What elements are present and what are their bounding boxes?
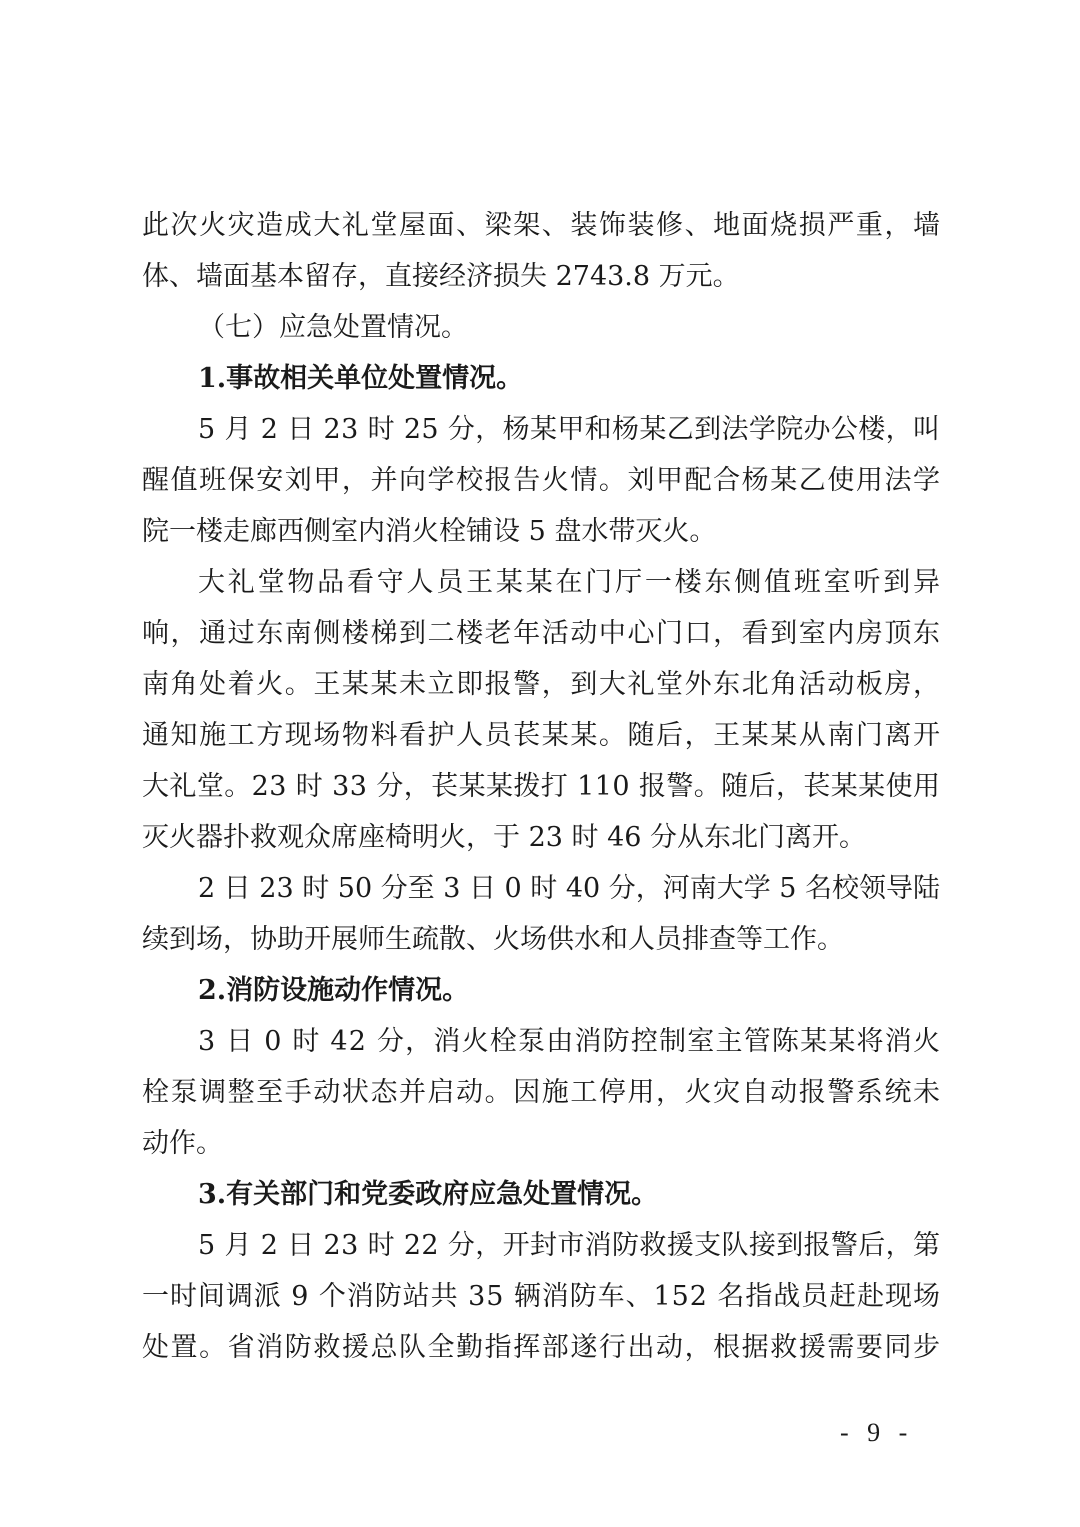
body-line: 一时间调派 9 个消防站共 35 辆消防车、152 名指战员赶赴现场 bbox=[142, 1281, 941, 1312]
body-line: 处置。省消防救援总队全勤指挥部遂行出动，根据救援需要同步 bbox=[142, 1332, 942, 1363]
body-line: 续到场，协助开展师生疏散、火场供水和人员排查等工作。 bbox=[142, 924, 844, 955]
body-line: 大礼堂物品看守人员王某某在门厅一楼东侧值班室听到异 bbox=[198, 567, 943, 598]
body-line: 灭火器扑救观众席座椅明火，于 23 时 46 分从东北门离开。 bbox=[142, 822, 867, 853]
body-line: 3 日 0 时 42 分，消火栓泵由消防控制室主管陈某某将消火 bbox=[198, 1026, 942, 1057]
body-line: 南角处着火。王某某未立即报警，到大礼堂外东北角活动板房， bbox=[142, 669, 942, 700]
body-line: 2 日 23 时 50 分至 3 日 0 时 40 分，河南大学 5 名校领导陆 bbox=[198, 873, 940, 904]
body-line: 通知施工方现场物料看护人员苌某某。随后，王某某从南门离开 bbox=[142, 720, 942, 751]
body-line: 体、墙面基本留存，直接经济损失 2743.8 万元。 bbox=[142, 261, 740, 292]
page-number: - 9 - bbox=[840, 1418, 914, 1447]
section-heading: （七）应急处置情况。 bbox=[198, 312, 468, 343]
body-line: 此次火灾造成大礼堂屋面、梁架、装饰装修、地面烧损严重，墙 bbox=[142, 210, 942, 241]
body-line: 院一楼走廊西侧室内消火栓铺设 5 盘水带灭火。 bbox=[142, 516, 717, 547]
body-line: 动作。 bbox=[142, 1128, 223, 1159]
body-line: 大礼堂。23 时 33 分，苌某某拨打 110 报警。随后，苌某某使用 bbox=[142, 771, 941, 802]
subsection-heading: 1.事故相关单位处置情况。 bbox=[198, 363, 524, 394]
body-line: 醒值班保安刘甲，并向学校报告火情。刘甲配合杨某乙使用法学 bbox=[142, 465, 942, 496]
body-line: 栓泵调整至手动状态并启动。因施工停用，火灾自动报警系统未 bbox=[142, 1077, 942, 1108]
body-line: 5 月 2 日 23 时 25 分，杨某甲和杨某乙到法学院办公楼，叫 bbox=[198, 414, 941, 445]
subsection-heading: 2.消防设施动作情况。 bbox=[198, 975, 470, 1006]
body-line: 5 月 2 日 23 时 22 分，开封市消防救援支队接到报警后，第 bbox=[198, 1230, 941, 1261]
subsection-heading: 3.有关部门和党委政府应急处置情况。 bbox=[198, 1179, 659, 1210]
body-line: 响，通过东南侧楼梯到二楼老年活动中心门口，看到室内房顶东 bbox=[142, 618, 942, 649]
